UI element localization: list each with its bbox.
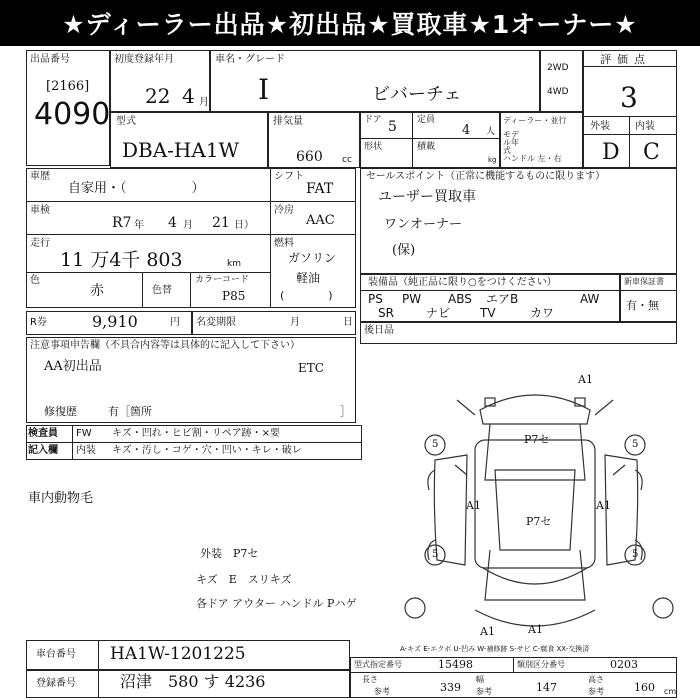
score-label: 評価点 [600, 53, 651, 66]
class-label: 類別区分番号 [517, 660, 565, 669]
checks-r2-a: 内装 [76, 445, 96, 456]
drive-2wd: 2WD [547, 63, 569, 73]
title-exp-label: 名変期限 [196, 317, 236, 328]
class-val: 0203 [610, 658, 638, 671]
checks-l1-label: 検査員 [28, 428, 58, 439]
fuel-label: 燃料 [274, 238, 294, 249]
score-int-label: 内装 [635, 121, 655, 132]
color-label: 色 [30, 275, 40, 286]
equip-item-r2: ナビ [426, 306, 451, 320]
ref2: 参考 [476, 687, 492, 696]
recycle-label: R券 [30, 317, 47, 328]
drive-4wd: 4WD [547, 87, 569, 97]
fuel-opt1: ガソリン [288, 251, 337, 265]
chassis-label: 車台番号 [36, 649, 76, 660]
equip-item-r1: ABS [448, 292, 472, 306]
handle-label: ハンドル 左・右 [503, 154, 562, 163]
equip-item-r2: SR [378, 306, 394, 320]
doors-label: ドア [364, 115, 382, 125]
notes-l1: AA初出品 [44, 359, 102, 374]
damage-legend: A-キズ E-エクボ U-凹み W-補修跡 S-サビ C-腐食 XX-交換済 [400, 645, 590, 653]
inspect-mu: 月 [183, 220, 193, 231]
sales-label: セールスポイント（正常に機能するものに限ります） [366, 171, 606, 182]
car-diagram [395, 380, 685, 640]
diag-c5-mr: 5 [632, 549, 639, 560]
cap-value: 4 [462, 123, 471, 138]
notes-label: 注意事項申告欄（不具合内容等は具体的に記入して下さい） [30, 340, 300, 351]
mileage-value: 11 万4千 803 [60, 249, 183, 271]
car-label: 車名・グレード [215, 54, 285, 65]
score-int: C [643, 140, 660, 165]
recycle-value: 9,910 [92, 312, 138, 331]
diag-c5-tr: 5 [632, 439, 639, 450]
repair-close: ］ [340, 405, 351, 418]
checks-r2-b: キズ・汚し・コゲ・穴・凹い・キレ・破レ [112, 445, 302, 456]
usage-value: 自家用・（ ） [68, 181, 205, 196]
inspect-m: 4 [168, 215, 177, 231]
cc-label: 排気量 [273, 116, 303, 127]
score-ext: D [602, 140, 620, 165]
title-exp-unit2: 日 [343, 317, 353, 328]
equip-item-r1: PS [368, 292, 383, 306]
lot-number: 4090 [34, 97, 111, 132]
mileage-unit: km [227, 259, 241, 269]
inspect-d: 21 [212, 215, 230, 231]
model-year-label: モデル年式 [503, 130, 519, 155]
dealer-label: ディーラー・並行 [503, 116, 567, 125]
sales-l1: ユーザー買取車 [378, 189, 476, 205]
rear-label: 後日品 [364, 325, 394, 336]
load-unit: kg [488, 156, 497, 164]
chassis-value: HA1W-1201225 [110, 644, 246, 664]
model-value: DBA-HA1W [122, 138, 240, 162]
score-ext-label: 外装 [590, 121, 610, 132]
color-change-label: 色替 [152, 285, 172, 296]
inspect-label: 車検 [30, 205, 50, 216]
len-ref: 339 [440, 681, 461, 694]
sales-l2: ワンオーナー [384, 217, 463, 232]
ac-label: 冷房 [274, 205, 294, 216]
new-car-value: 有・無 [626, 299, 659, 312]
sales-l3: (保) [392, 243, 416, 258]
h-ref: 160 [634, 681, 655, 694]
reg-year: 22 [145, 84, 171, 108]
diag-a-top: A1 [578, 373, 593, 386]
color-code: P85 [222, 289, 246, 303]
ref3: 参考 [588, 687, 604, 696]
memo-l2: 外装 P7セ [200, 547, 259, 560]
lot-code: [2166] [46, 79, 90, 94]
fuel-paren: ( ) [280, 289, 333, 302]
fuel-opt2: 軽油 [296, 271, 321, 285]
load-label: 積載 [417, 142, 436, 152]
len-label: 長さ [362, 675, 378, 684]
plate-value: 沼津 580 す 4236 [120, 672, 266, 691]
ref1: 参考 [374, 687, 390, 696]
inspect-y: 年 [134, 220, 144, 231]
equip-item-r1: エアB [486, 292, 519, 306]
diag-p7-roof: P7セ [524, 433, 550, 446]
repair-label: 修復歴 [44, 405, 77, 418]
rear-box [360, 322, 677, 344]
diag-a-bl: A1 [480, 625, 495, 638]
reg-month: 4 [182, 84, 195, 108]
mileage-label: 走行 [30, 238, 50, 249]
header-banner: ★ディーラー出品★初出品★買取車★1オーナー★ [0, 0, 700, 46]
car-name: ビバーチェ [372, 84, 462, 105]
usage-label: 車歴 [30, 171, 50, 182]
recycle-unit: 円 [170, 317, 180, 328]
checks-r1-a: FW [76, 428, 92, 439]
cc-value: 660 [296, 149, 323, 165]
color-value: 赤 [90, 283, 104, 299]
reg-label: 初度登録年月 [114, 54, 174, 65]
notes-l2: ETC [298, 361, 324, 375]
doors-value: 5 [388, 119, 397, 135]
cap-unit: 人 [486, 127, 496, 137]
w-ref: 147 [536, 681, 557, 694]
memo-l3: キズ E スリキズ [196, 573, 292, 586]
shift-value: FAT [306, 181, 334, 197]
color-code-label: カラーコード [195, 275, 250, 285]
cap-label: 定員 [417, 115, 436, 125]
cm-unit: cm [664, 687, 677, 696]
checks-l2-label: 記入欄 [28, 445, 58, 456]
repair-val: 有［箇所 [108, 405, 152, 418]
inspect-du: 日） [234, 220, 254, 231]
ac-value: AAC [306, 213, 335, 228]
plate-label: 登録番号 [36, 678, 76, 689]
lot-label: 出品番号 [30, 54, 70, 65]
diag-a-right: A1 [596, 499, 611, 512]
diag-p7-mid: P7セ [526, 515, 552, 528]
type-label: 型式指定番号 [354, 660, 402, 669]
diag-c5-tl: 5 [432, 439, 439, 450]
equip-label: 装備品（純正品に限り○をつけください） [368, 277, 557, 288]
diag-a-br: A1 [528, 623, 543, 636]
w-label: 幅 [476, 675, 484, 684]
car-grade: I [258, 73, 270, 106]
title-exp-unit: 月 [290, 317, 300, 328]
model-label: 型式 [116, 116, 136, 127]
diag-c5-ml: 5 [432, 549, 439, 560]
inspect-era: R7 [112, 215, 132, 231]
equip-item-r1: AW [580, 292, 600, 306]
diag-a-left: A1 [466, 499, 481, 512]
new-car-label: 新車保証書 [624, 277, 664, 286]
equip-item-r1: PW [402, 292, 422, 306]
memo-l1: 車内動物毛 [28, 491, 94, 506]
cc-unit: cc [342, 155, 352, 165]
memo-l4: 各ドア アウター ハンドル Pハゲ [196, 597, 357, 610]
checks-r1-b: キズ・凹れ・ヒビ割・リペア跡・×要 [112, 428, 280, 439]
equip-item-r2: TV [480, 306, 496, 320]
shift-label: シフト [274, 171, 304, 182]
shape-label: 形状 [364, 142, 383, 152]
score-value: 3 [620, 81, 638, 114]
drive-box [540, 50, 583, 112]
reg-month-unit: 月 [199, 97, 209, 108]
h-label: 高さ [588, 675, 604, 684]
type-val: 15498 [438, 658, 473, 671]
equip-item-r2: カワ [530, 306, 555, 320]
